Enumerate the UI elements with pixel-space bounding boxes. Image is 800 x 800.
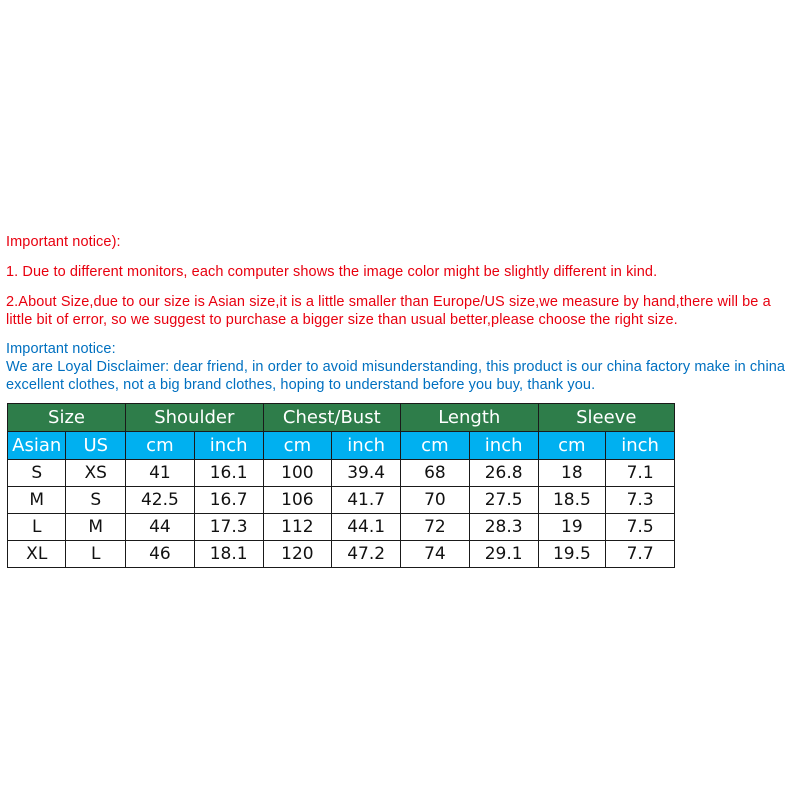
table-cell: 100: [263, 460, 332, 487]
disclaimer-text: We are Loyal Disclaimer: dear friend, in order to avoid misunderstanding, this product is our china factory make in china excellent clothes, not a big brand clothes, hoping to understand before you buy, thank you.: [6, 359, 786, 393]
unit-header-inch: inch: [469, 432, 538, 460]
table-cell: 7.3: [606, 487, 675, 514]
table-cell: S: [66, 487, 126, 514]
unit-header-inch: inch: [606, 432, 675, 460]
table-cell: 44: [126, 514, 195, 541]
table-cell: 19.5: [538, 541, 606, 568]
unit-header-cm: cm: [263, 432, 332, 460]
notice-asian-size: 2.About Size,due to our size is Asian size,it is a little smaller than Europe/US size,we measure by hand,there will be a little bit of error, so we suggest to purchase a bigger size than usual better,please choose the right size.: [6, 294, 771, 328]
unit-header-cm: cm: [126, 432, 195, 460]
table-cell: 16.7: [194, 487, 263, 514]
table-cell: 70: [401, 487, 470, 514]
table-cell: 39.4: [332, 460, 401, 487]
table-cell: 18: [538, 460, 606, 487]
table-row: [8, 514, 675, 541]
unit-header-cm: cm: [401, 432, 470, 460]
table-cell: 120: [263, 541, 332, 568]
table-cell: 74: [401, 541, 470, 568]
table-cell: 17.3: [194, 514, 263, 541]
table-cell: M: [8, 487, 66, 514]
table-row: [8, 460, 675, 487]
table-cell: 42.5: [126, 487, 195, 514]
group-header-sleeve: Sleeve: [538, 404, 674, 432]
table-cell: 72: [401, 514, 470, 541]
table-cell: 41.7: [332, 487, 401, 514]
table-cell: 7.5: [606, 514, 675, 541]
unit-header-cm: cm: [538, 432, 606, 460]
unit-header-inch: inch: [194, 432, 263, 460]
unit-header-inch: inch: [332, 432, 401, 460]
table-cell: S: [8, 460, 66, 487]
unit-header-us: US: [66, 432, 126, 460]
group-header-length: Length: [401, 404, 539, 432]
table-cell: 7.7: [606, 541, 675, 568]
table-cell: 47.2: [332, 541, 401, 568]
notice-monitor-color: 1. Due to different monitors, each computer shows the image color might be slightly different in kind.: [6, 264, 658, 280]
table-cell: 44.1: [332, 514, 401, 541]
table-cell: 46: [126, 541, 195, 568]
size-chart-table: [7, 403, 675, 568]
table-cell: 68: [401, 460, 470, 487]
table-row: [8, 541, 675, 568]
table-row: [8, 487, 675, 514]
table-cell: M: [66, 514, 126, 541]
table-cell: 27.5: [469, 487, 538, 514]
group-header-shoulder: Shoulder: [126, 404, 264, 432]
table-cell: 7.1: [606, 460, 675, 487]
group-header-size: Size: [8, 404, 126, 432]
disclaimer-title: Important notice:: [6, 341, 116, 357]
table-cell: 112: [263, 514, 332, 541]
table-cell: 18.5: [538, 487, 606, 514]
table-cell: L: [66, 541, 126, 568]
table-cell: 18.1: [194, 541, 263, 568]
group-header-chest-bust: Chest/Bust: [263, 404, 401, 432]
table-cell: L: [8, 514, 66, 541]
table-cell: XL: [8, 541, 66, 568]
table-cell: 106: [263, 487, 332, 514]
table-cell: 29.1: [469, 541, 538, 568]
table-cell: XS: [66, 460, 126, 487]
unit-header-asian: Asian: [8, 432, 66, 460]
table-cell: 26.8: [469, 460, 538, 487]
table-cell: 19: [538, 514, 606, 541]
unit-header-row: [8, 432, 675, 460]
table-cell: 28.3: [469, 514, 538, 541]
group-header-row: [8, 404, 675, 432]
disclaimer-block: [6, 340, 796, 394]
table-cell: 41: [126, 460, 195, 487]
important-notice-title: Important notice):: [6, 234, 121, 250]
table-cell: 16.1: [194, 460, 263, 487]
